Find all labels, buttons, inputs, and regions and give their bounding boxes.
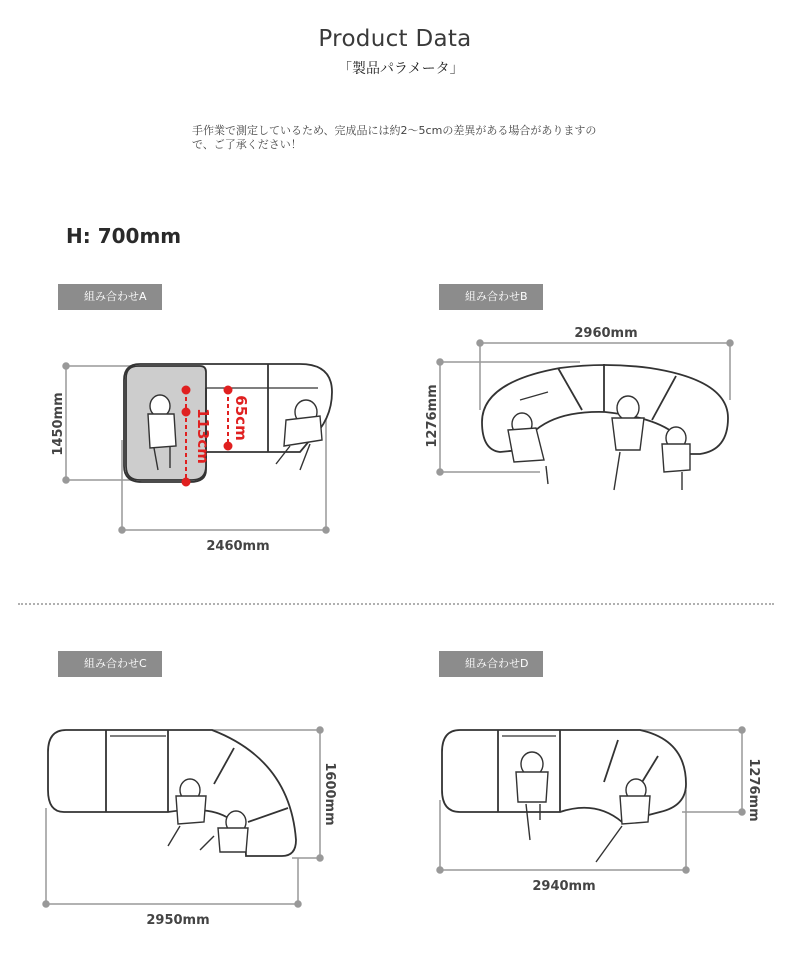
measurement-note: 手作業で測定しているため、完成品には約2〜5cmの差異がある場合がありますので、ご了承ください！ (192, 124, 597, 151)
page-title: Product Data (318, 26, 472, 52)
height-label: H: 700mm (66, 224, 182, 248)
combo-a-tag: 組み合わせA (58, 284, 162, 310)
combo-d-width: 2940mm (532, 879, 596, 894)
combo-c-tag: 組み合わせC (58, 651, 162, 677)
combo-a-depth: 1450mm (51, 392, 66, 456)
combo-b-tag: 組み合わせB (439, 284, 543, 310)
section-divider (18, 603, 774, 605)
combo-a-seat-length: 113cm (194, 408, 212, 464)
combo-b-depth: 1276mm (425, 384, 440, 448)
page-subtitle: 「製品パラメータ」 (338, 61, 464, 77)
combo-a-seat-depth: 65cm (232, 395, 250, 441)
combo-c-depth: 1600mm (322, 762, 337, 826)
combo-a-width: 2460mm (206, 539, 270, 554)
combo-d-depth: 1276mm (746, 758, 761, 822)
combo-d-tag: 組み合わせD (439, 651, 543, 677)
combo-c-width: 2950mm (146, 913, 210, 928)
combo-b-width: 2960mm (574, 326, 638, 341)
